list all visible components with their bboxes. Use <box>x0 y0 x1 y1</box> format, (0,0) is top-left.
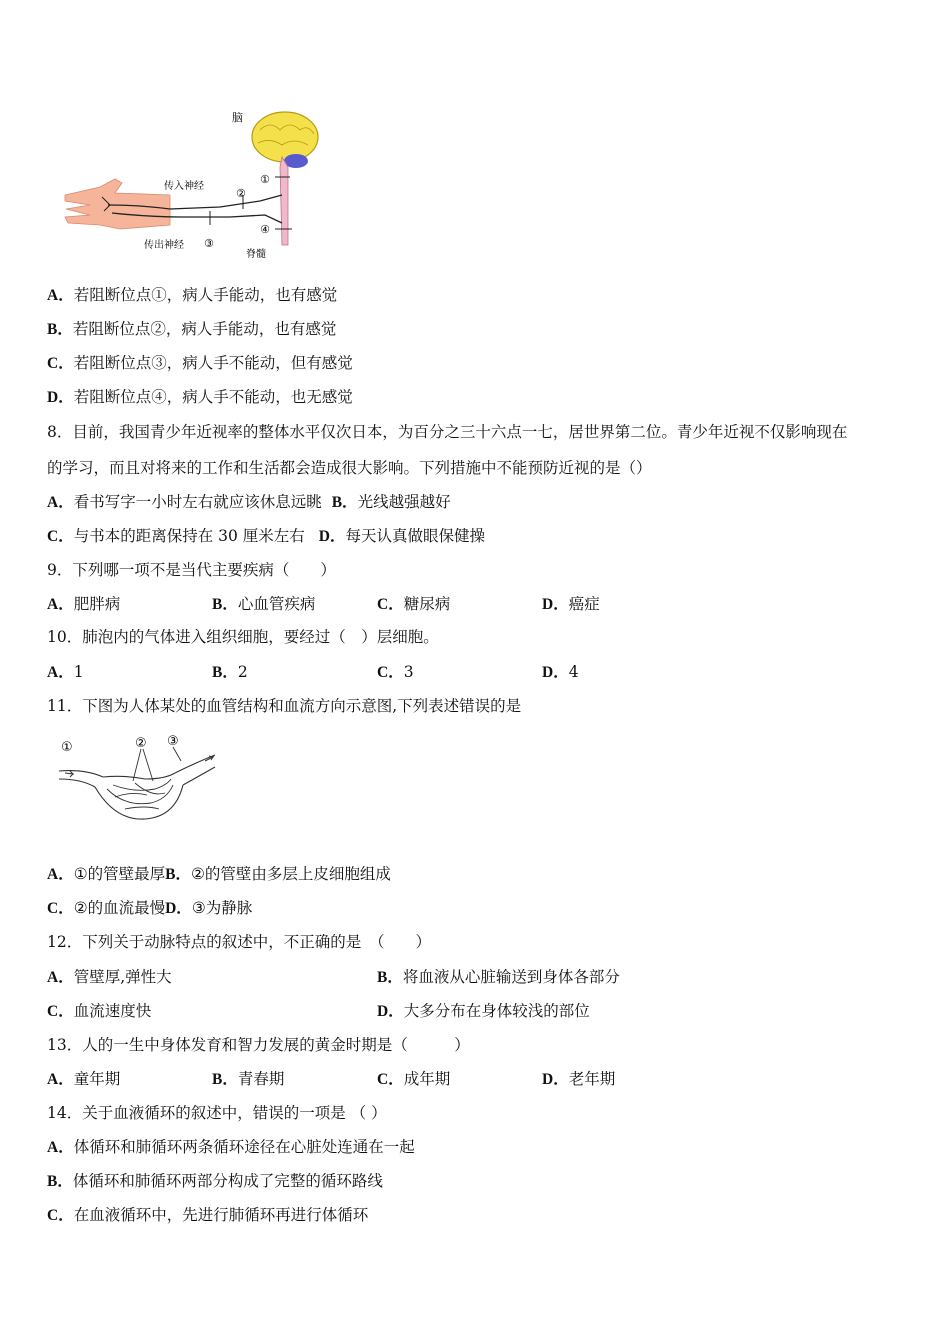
q7-option-a: A．若阻断位点①，病人手能动，也有感觉 <box>47 286 338 304</box>
q9-options: A．肥胖病 B．心血管疾病 C．糖尿病 D．癌症 <box>47 595 600 613</box>
brain-illustration <box>252 112 318 162</box>
label-afferent: 传入神经 <box>164 181 204 192</box>
q7-option-c: C．若阻断位点③，病人手不能动，但有感觉 <box>47 354 353 372</box>
q12-options-ab: A．管壁厚,弹性大 B．将血液从心脏输送到身体各部分 <box>47 968 620 986</box>
q11-options-ab: A．①的管壁最厚B．②的管壁由多层上皮细胞组成 <box>47 865 391 883</box>
q8-stem-line2: 的学习，而且对将来的工作和生活都会造成很大影响。下列措施中不能预防近视的是（） <box>47 459 652 477</box>
q10-stem: 10．肺泡内的气体进入组织细胞，要经过（ ）层细胞。 <box>47 628 439 646</box>
spinal-cord-illustration <box>280 157 288 245</box>
q7-option-d: D．若阻断位点④，病人手不能动，也无感觉 <box>47 388 353 406</box>
q13-stem: 13．人的一生中身体发育和智力发展的黄金时期是（ ） <box>47 1036 470 1054</box>
q14-option-b: B．体循环和肺循环两部分构成了完整的循环路线 <box>47 1172 383 1190</box>
q11-stem: 11．下图为人体某处的血管结构和血流方向示意图,下列表述错误的是 <box>47 697 522 715</box>
label-spinal: 脊髓 <box>246 249 266 260</box>
label-n2: ② <box>236 187 246 200</box>
q11-options-cd: C．②的血流最慢D．③为静脉 <box>47 899 253 917</box>
q7-option-b: B．若阻断位点②，病人手能动，也有感觉 <box>47 320 337 338</box>
reflex-arc-figure <box>60 105 330 265</box>
vessel-label-n2: ② <box>135 736 147 751</box>
q12-options-cd: C．血流速度快 D．大多分布在身体较浅的部位 <box>47 1002 590 1020</box>
vessel-label-n3: ③ <box>167 734 179 749</box>
hand-illustration <box>65 179 170 229</box>
q8-options-ab: A．看书写字一小时左右就应该休息远眺 B．光线越强越好 <box>47 493 451 511</box>
q14-option-a: A．体循环和肺循环两条循环途径在心脏处连通在一起 <box>47 1138 415 1156</box>
blood-vessel-figure <box>55 733 220 825</box>
q12-stem: 12．下列关于动脉特点的叙述中，不正确的是 （ ） <box>47 933 431 951</box>
q9-stem: 9．下列哪一项不是当代主要疾病（ ） <box>47 561 336 579</box>
label-efferent: 传出神经 <box>144 240 184 251</box>
q8-stem-line1: 8．目前，我国青少年近视率的整体水平仅次日本，为百分之三十六点一七，居世界第二位。青少年近视不仅影响现在 <box>47 423 848 441</box>
q10-options: A．1 B．2 C．3 D．4 <box>47 663 579 681</box>
q14-stem: 14．关于血液循环的叙述中，错误的一项是 （ ） <box>47 1104 387 1122</box>
label-n4: ④ <box>260 223 270 236</box>
label-brain: 脑 <box>232 111 243 124</box>
label-n1: ① <box>260 173 270 186</box>
q14-option-c: C．在血液循环中，先进行肺循环再进行体循环 <box>47 1206 369 1224</box>
label-n3: ③ <box>204 237 214 250</box>
q8-options-cd: C．与书本的距离保持在 30 厘米左右 D．每天认真做眼保健操 <box>47 527 486 545</box>
vessel-label-n1: ① <box>61 740 73 755</box>
q13-options: A．童年期 B．青春期 C．成年期 D．老年期 <box>47 1070 616 1088</box>
